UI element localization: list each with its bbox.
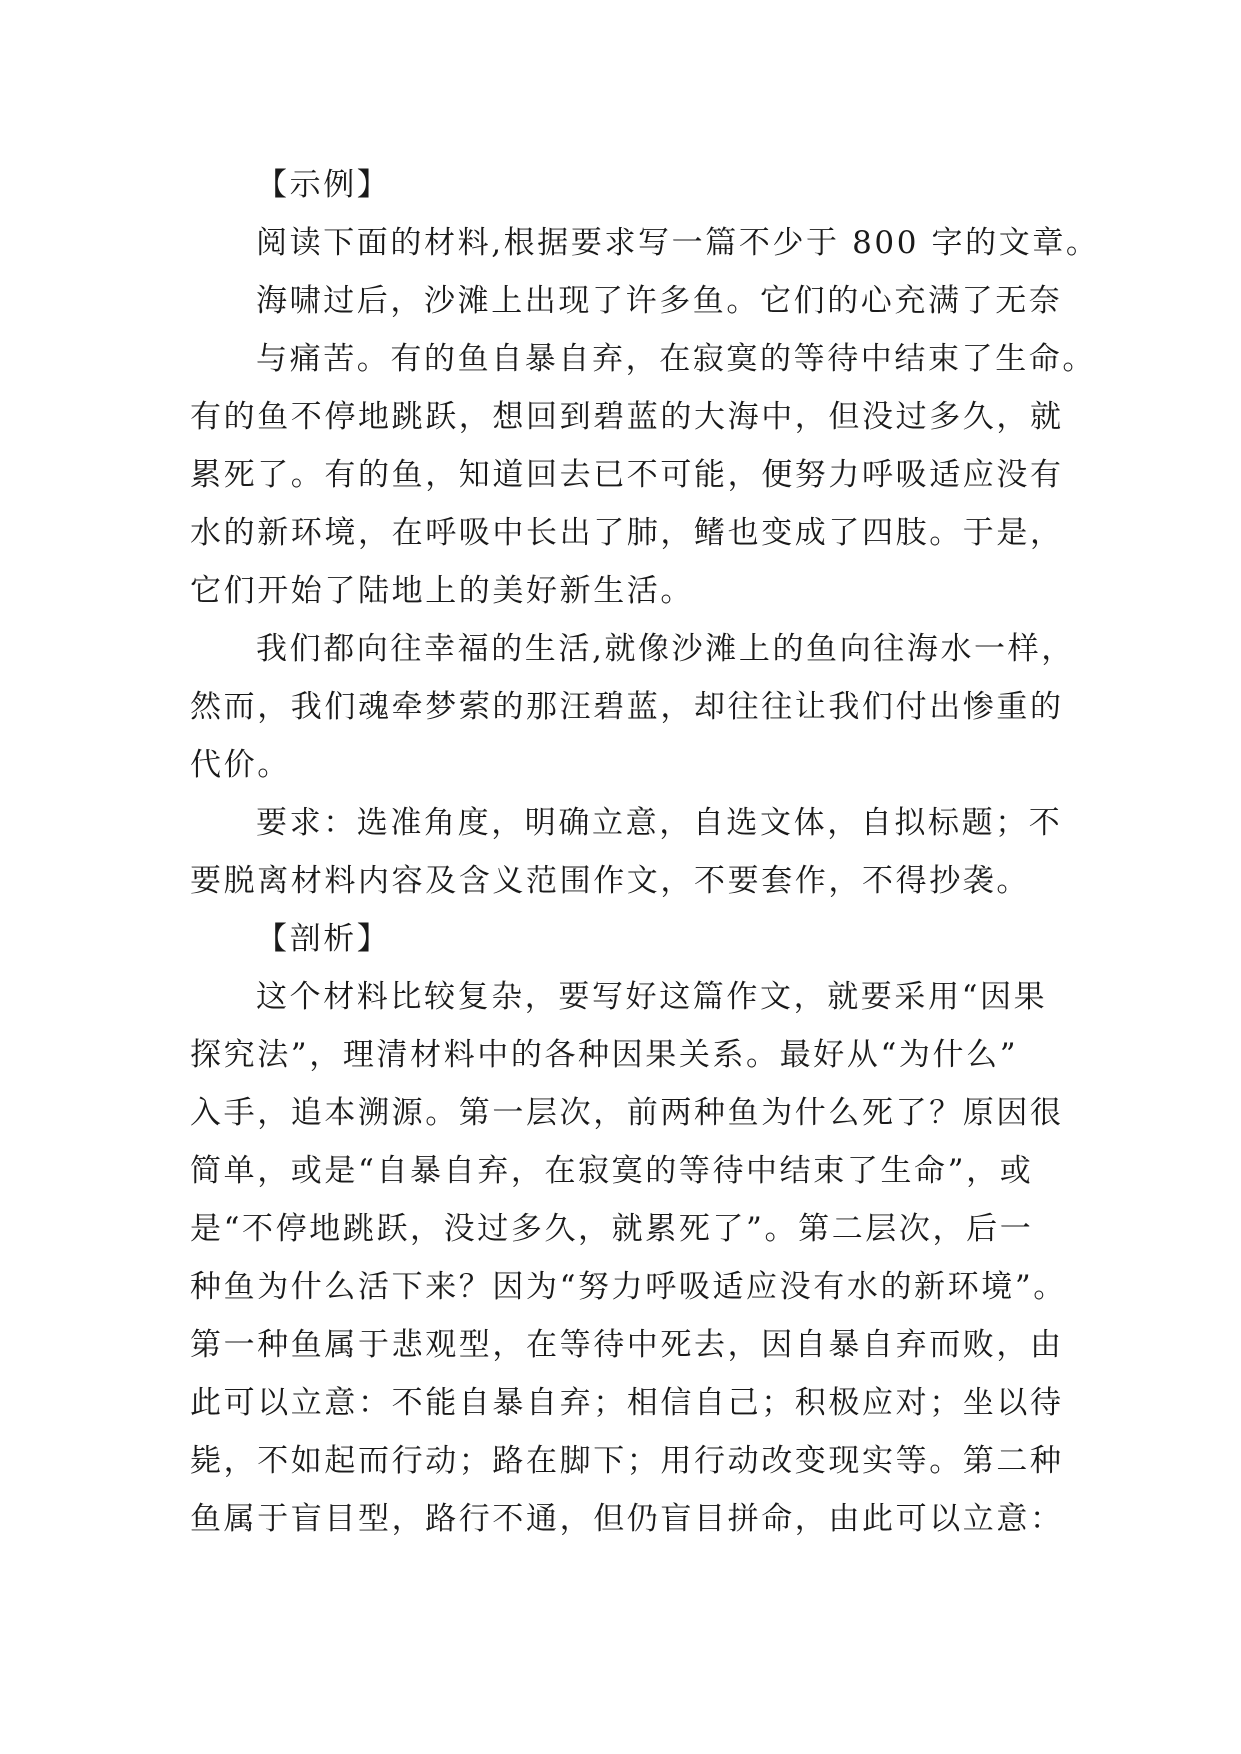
text-line: 是“不停地跳跃，没过多久，就累死了”。第二层次，后一 bbox=[190, 1211, 1034, 1247]
text-line: 我们都向往幸福的生活,就像沙滩上的鱼向往海水一样， bbox=[256, 631, 1075, 667]
text-line: 然而，我们魂牵梦萦的那汪碧蓝，却往往让我们付出惨重的 bbox=[190, 689, 1064, 725]
text-line: 阅读下面的材料,根据要求写一篇不少于 800 字的文章。 bbox=[256, 225, 1100, 261]
text-line: 海啸过后，沙滩上出现了许多鱼。它们的心充满了无奈 bbox=[256, 283, 1063, 319]
text-line: 鱼属于盲目型，路行不通，但仍盲目拼命，由此可以立意： bbox=[190, 1501, 1064, 1537]
section-heading-analysis: 【剖析】 bbox=[256, 921, 391, 957]
text-line: 种鱼为什么活下来？因为“努力呼吸适应没有水的新环境”。 bbox=[190, 1269, 1067, 1305]
text-line: 第一种鱼属于悲观型，在等待中死去，因自暴自弃而败，由 bbox=[190, 1327, 1064, 1363]
text-line: 要求：选准角度，明确立意，自选文体，自拟标题；不 bbox=[256, 805, 1063, 841]
text-line: 此可以立意：不能自暴自弃；相信自己；积极应对；坐以待 bbox=[190, 1385, 1064, 1421]
text-line: 毙，不如起而行动；路在脚下；用行动改变现实等。第二种 bbox=[190, 1443, 1064, 1479]
text-line: 这个材料比较复杂，要写好这篇作文，就要采用“因果 bbox=[256, 979, 1048, 1015]
text-line: 累死了。有的鱼，知道回去已不可能，便努力呼吸适应没有 bbox=[190, 457, 1064, 493]
text-line: 与痛苦。有的鱼自暴自弃，在寂寞的等待中结束了生命。 bbox=[256, 341, 1096, 377]
text-line: 探究法”，理清材料中的各种因果关系。最好从“为什么” bbox=[190, 1037, 1019, 1073]
text-line: 代价。 bbox=[190, 747, 291, 783]
text-line: 入手，追本溯源。第一层次，前两种鱼为什么死了？原因很 bbox=[190, 1095, 1064, 1131]
text-line: 要脱离材料内容及含义范围作文，不要套作，不得抄袭。 bbox=[190, 863, 1030, 899]
text-line: 它们开始了陆地上的美好新生活。 bbox=[190, 573, 694, 609]
text-line: 简单，或是“自暴自弃，在寂寞的等待中结束了生命”，或 bbox=[190, 1153, 1034, 1189]
text-line: 水的新环境，在呼吸中长出了肺，鳍也变成了四肢。于是， bbox=[190, 515, 1064, 551]
section-heading-example: 【示例】 bbox=[256, 167, 391, 203]
text-line: 有的鱼不停地跳跃，想回到碧蓝的大海中，但没过多久，就 bbox=[190, 399, 1064, 435]
